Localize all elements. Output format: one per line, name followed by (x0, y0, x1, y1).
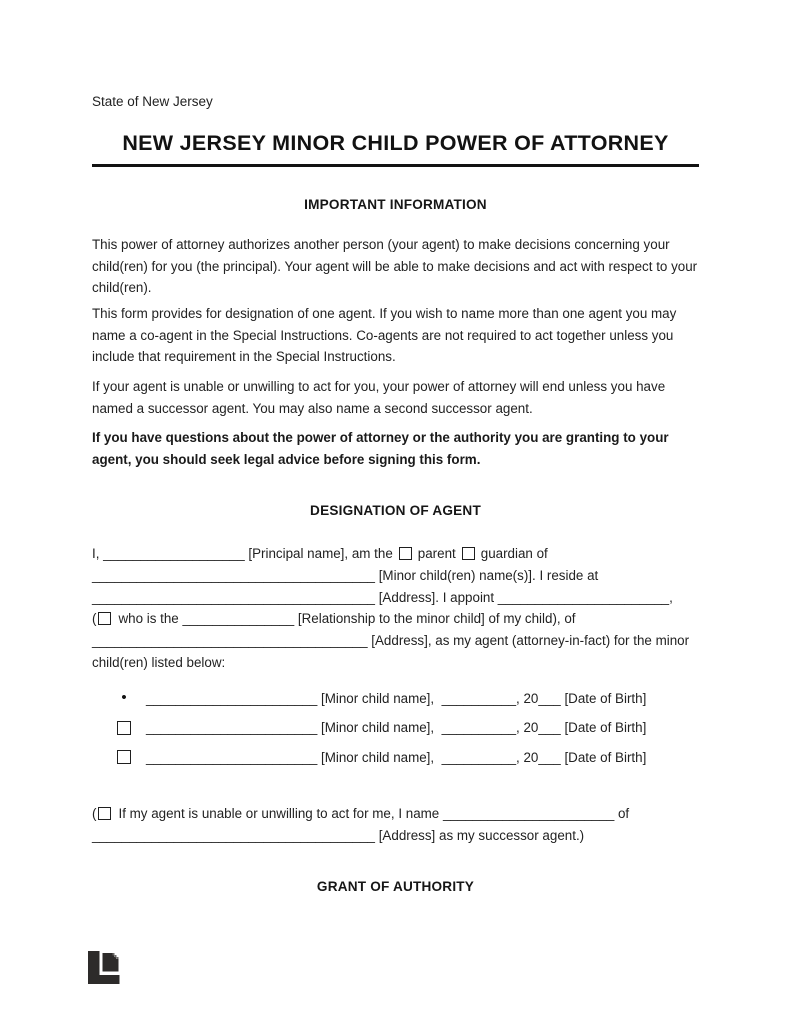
page-title: NEW JERSEY MINOR CHILD POWER OF ATTORNEY (92, 131, 699, 167)
successor-address-line: ______________________________________ [Address] as my successor agent.) (92, 827, 585, 843)
designation-line-4 (92, 611, 699, 633)
section-heading-important-information: IMPORTANT INFORMATION (304, 197, 487, 212)
children-listed-below-label: child(ren) listed below: (92, 654, 226, 670)
child-row-text: _______________________ [Minor child name], __________, 20___ [Date of Birth] (146, 720, 647, 735)
designation-fill-block (92, 546, 699, 677)
successor-line-2 (92, 828, 699, 850)
parent-checkbox[interactable] (399, 547, 412, 560)
child-row-text: _______________________ [Minor child name], __________, 20___ [Date of Birth] (146, 690, 647, 706)
designation-line-3 (92, 590, 699, 612)
designation-line-1 (92, 546, 699, 568)
principal-name-line: I, ___________________ [Principal name], am the (92, 546, 393, 561)
guardian-checkbox[interactable] (462, 547, 475, 560)
designation-line-5 (92, 633, 699, 655)
intro-paragraph-1: This power of attorney authorizes another person (your agent) to make decisions concerning your child(ren) for you (the principal). Your agent will be able to make decisions and act with respect to your child(ren). (92, 237, 698, 295)
designation-line-2 (92, 568, 699, 590)
successor-agent-checkbox[interactable] (98, 807, 111, 820)
minor-children-names-line: ______________________________________ [Minor child(ren) name(s)]. I reside at (92, 567, 599, 583)
parent-label: parent (417, 546, 456, 561)
child-row-text: _______________________ [Minor child name], __________, 20___ [Date of Birth] (146, 749, 647, 765)
child-row-1 (92, 690, 699, 706)
intro-paragraph-3: If your agent is unable or unwilling to act for you, your power of attorney will end unless you have named a successor agent. You may also name a second successor agent. (92, 379, 666, 416)
legal-advice-notice: If you have questions about the power of attorney or the authority you are granting to your agent, you should seek legal advice before signing this form. (92, 430, 669, 467)
child-row-3 (92, 749, 699, 765)
bullet-icon: • (121, 689, 127, 706)
successor-agent-block (92, 806, 699, 850)
state-label: State of New Jersey (92, 94, 213, 109)
child-row-2 (92, 720, 699, 736)
legal-templates-logo-icon (88, 951, 121, 984)
open-paren: ( (92, 806, 97, 821)
guardian-label: guardian of (480, 546, 548, 561)
designation-line-6 (92, 655, 699, 677)
legal-templates-logo (88, 951, 121, 984)
successor-name-line: If my agent is unable or unwilling to act for me, I name _______________________ of (118, 806, 630, 821)
child-3-checkbox[interactable] (117, 750, 131, 764)
agent-address-line: _____________________________________ [Address], as my agent (attorney-in-fact) for the minor (92, 633, 690, 649)
minor-children-list (92, 690, 699, 779)
agent-relationship-line: who is the _______________ [Relationship to the minor child] of my child), of (118, 611, 576, 627)
open-paren: ( (92, 611, 97, 627)
intro-paragraph-2: This form provides for designation of one agent. If you wish to name more than one agent you may name a co-agent in the Special Instructions. Co-agents are not required to act together unless you include that requirement in the Special Instructions. (92, 306, 677, 364)
section-heading-grant-of-authority: GRANT OF AUTHORITY (316, 879, 475, 894)
successor-line-1 (92, 806, 699, 828)
section-heading-designation-of-agent: DESIGNATION OF AGENT (310, 503, 481, 518)
child-2-checkbox[interactable] (117, 721, 131, 735)
agent-relationship-checkbox[interactable] (98, 612, 111, 625)
principal-address-line: ______________________________________ [Address]. I appoint _______________________, (92, 589, 673, 605)
